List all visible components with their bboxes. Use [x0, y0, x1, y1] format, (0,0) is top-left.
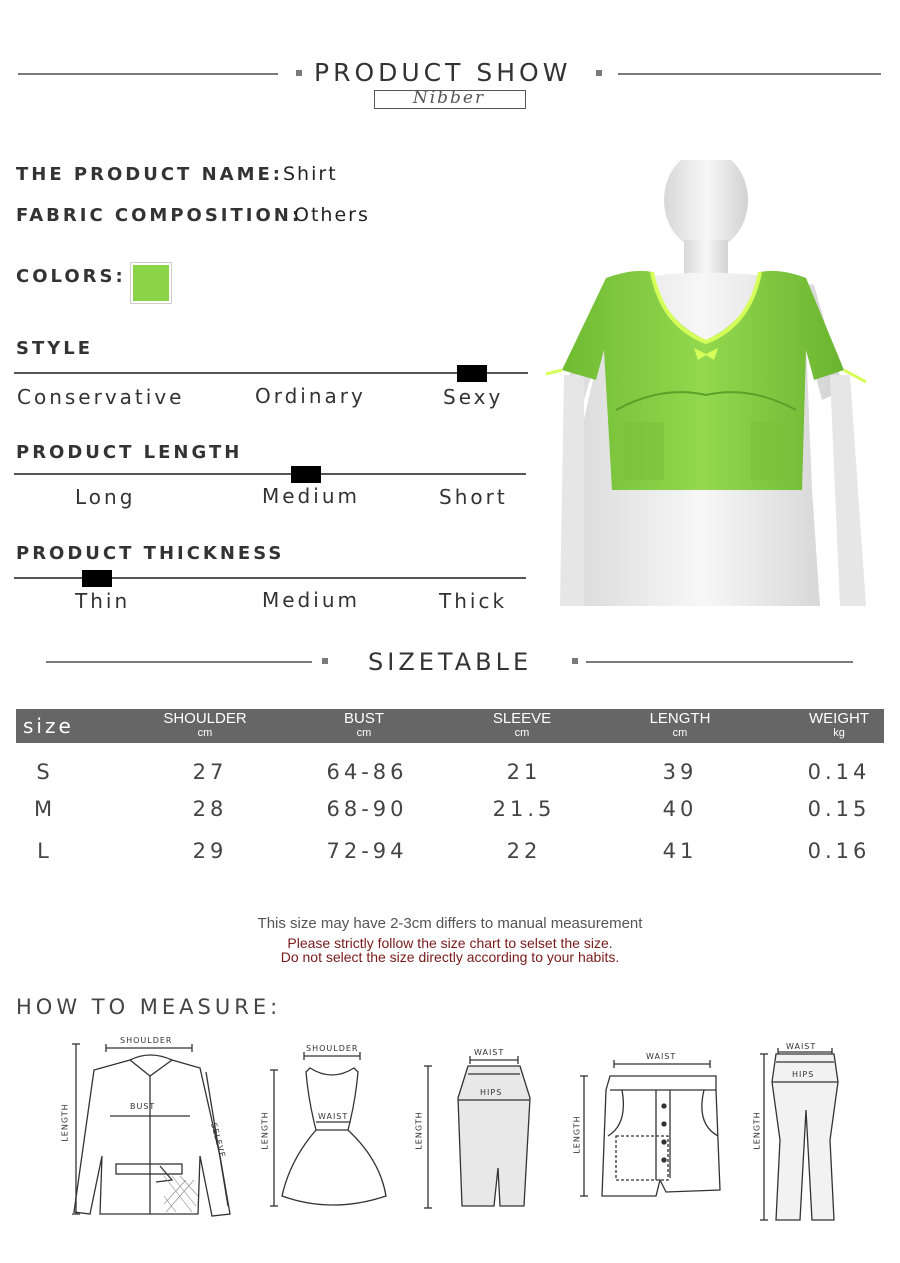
- col-header-size: size: [23, 714, 74, 738]
- shorts-waist-label: WAIST: [646, 1052, 677, 1061]
- style-selected-marker: [457, 365, 487, 382]
- cell-size: L: [37, 839, 53, 863]
- pants-waist-label: WAIST: [786, 1042, 817, 1051]
- skirt-hips-label: HIPS: [480, 1088, 503, 1097]
- thickness-selected-marker: [82, 570, 112, 587]
- length-option-medium: Medium: [262, 484, 360, 508]
- col-header-sleeve: SLEEVE cm: [492, 710, 552, 739]
- cell-bust: 68-90: [326, 797, 408, 821]
- colors-label: COLORS:: [16, 266, 126, 287]
- fabric-label: FABRIC COMPOSITION:: [16, 205, 303, 226]
- cell-weight: 0.16: [807, 839, 871, 863]
- thickness-option-thick: Thick: [439, 589, 508, 613]
- sizetable-title: SIZETABLE: [368, 648, 533, 676]
- thickness-title: PRODUCT THICKNESS: [16, 543, 285, 564]
- header-bullet-right: [596, 70, 602, 76]
- dress-waist-label: WAIST: [318, 1112, 349, 1121]
- col-header-weight: WEIGHT kg: [809, 710, 869, 739]
- length-selected-marker: [291, 466, 321, 483]
- product-name-value: Shirt: [283, 163, 338, 185]
- header-rule-left: [18, 73, 278, 75]
- style-title: STYLE: [16, 338, 94, 359]
- header-bullet-left: [296, 70, 302, 76]
- cell-weight: 0.15: [807, 797, 871, 821]
- header-rule-right: [618, 73, 881, 75]
- cell-sleeve: 21.5: [492, 797, 556, 821]
- shorts-diagram: [570, 1050, 742, 1200]
- dress-length-label: LENGTH: [260, 1111, 270, 1150]
- fabric-value: Others: [294, 204, 370, 226]
- size-note: This size may have 2-3cm differs to manual measurement: [257, 915, 643, 932]
- cell-length: 40: [662, 797, 698, 821]
- col-header-shoulder: SHOULDER cm: [163, 710, 247, 739]
- col-header-length: LENGTH cm: [649, 710, 711, 739]
- cell-size: S: [36, 760, 54, 784]
- dress-shoulder-label: SHOULDER: [306, 1044, 359, 1053]
- skirt-length-label: LENGTH: [414, 1111, 424, 1150]
- thickness-option-medium: Medium: [262, 588, 360, 612]
- sizetable-bullet-right: [572, 658, 578, 664]
- col-header-bust: BUST cm: [343, 710, 384, 739]
- jacket-bust-label: BUST: [130, 1102, 156, 1111]
- length-option-short: Short: [439, 485, 508, 509]
- style-option-sexy: Sexy: [443, 385, 504, 409]
- product-photo: [544, 160, 874, 606]
- sizetable-bullet-left: [322, 658, 328, 664]
- cell-shoulder: 29: [192, 839, 228, 863]
- how-to-measure-title: HOW TO MEASURE:: [16, 995, 282, 1019]
- brand-name: Nibber: [412, 88, 486, 108]
- thickness-option-thin: Thin: [75, 589, 131, 613]
- sizetable-rule-right: [586, 661, 853, 663]
- cell-size: M: [33, 797, 57, 821]
- length-scale-line: [14, 473, 526, 475]
- shorts-length-label: LENGTH: [572, 1115, 582, 1154]
- cell-sleeve: 21: [506, 760, 542, 784]
- page-title: PRODUCT SHOW: [314, 58, 572, 87]
- cell-sleeve: 22: [506, 839, 542, 863]
- jacket-shoulder-label: SHOULDER: [120, 1036, 173, 1045]
- product-name-label: THE PRODUCT NAME:: [16, 164, 283, 185]
- jacket-length-label: LENGTH: [60, 1103, 70, 1142]
- length-title: PRODUCT LENGTH: [16, 442, 243, 463]
- size-warning-1: Please strictly follow the size chart to selset the size.: [287, 935, 613, 951]
- length-option-long: Long: [75, 485, 136, 509]
- style-scale-line: [14, 372, 528, 374]
- sizetable-rule-left: [46, 661, 312, 663]
- pants-length-label: LENGTH: [752, 1111, 762, 1150]
- style-option-ordinary: Ordinary: [255, 384, 366, 408]
- jacket-sleeve-label: SELEVE: [209, 1121, 228, 1160]
- cell-bust: 72-94: [326, 839, 408, 863]
- cell-shoulder: 28: [192, 797, 228, 821]
- cell-length: 39: [662, 760, 698, 784]
- size-warning-2: Do not select the size directly according to your habits.: [280, 949, 620, 965]
- color-swatch[interactable]: [130, 262, 172, 304]
- cell-length: 41: [662, 839, 698, 863]
- pants-diagram: [750, 1040, 860, 1222]
- dress-diagram: [260, 1042, 400, 1218]
- skirt-waist-label: WAIST: [474, 1048, 505, 1057]
- cell-weight: 0.14: [807, 760, 871, 784]
- cell-shoulder: 27: [192, 760, 228, 784]
- jacket-diagram: [60, 1036, 240, 1222]
- pants-hips-label: HIPS: [792, 1070, 815, 1079]
- cell-bust: 64-86: [326, 760, 408, 784]
- style-option-conservative: Conservative: [17, 385, 185, 409]
- skirt-diagram: [412, 1046, 552, 1212]
